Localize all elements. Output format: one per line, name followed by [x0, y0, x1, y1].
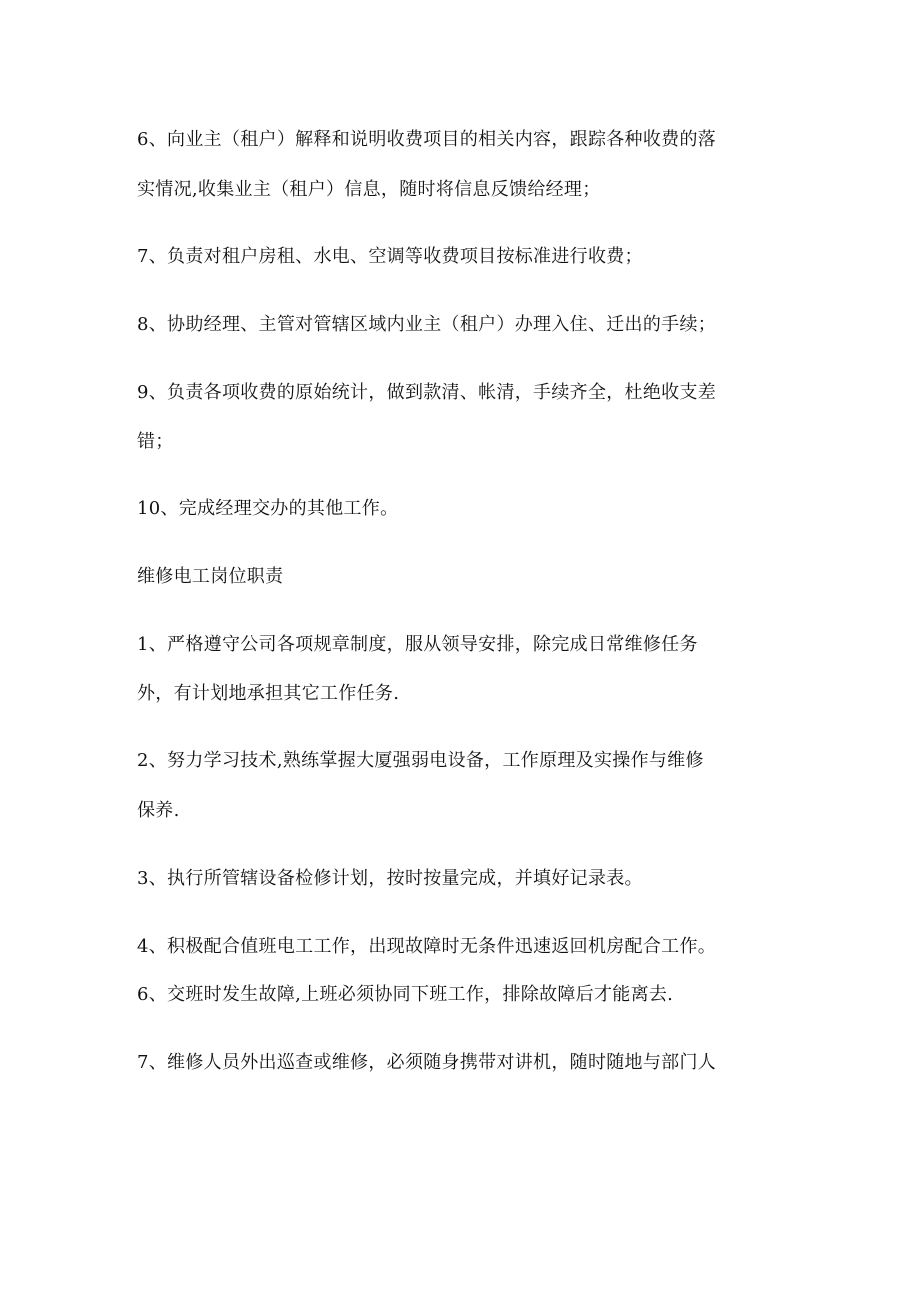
- elec-item-2-line-1: 2、努力学习技术,熟练掌握大厦强弱电设备，工作原理及实操作与维修: [137, 750, 704, 771]
- item-6-line-1: 6、向业主（租户）解释和说明收费项目的相关内容，跟踪各种收费的落: [137, 129, 717, 150]
- elec-item-1-line-2: 外，有计划地承担其它工作任务.: [137, 683, 400, 704]
- elec-item-1-line-1: 1、严格遵守公司各项规章制度，服从领导安排，除完成日常维修任务: [137, 634, 698, 655]
- item-7-line-1: 7、负责对租户房租、水电、空调等收费项目按标准进行收费；: [137, 246, 643, 267]
- elec-item-7-line-1: 7、维修人员外出巡查或维修，必须随身携带对讲机，随时随地与部门人: [137, 1052, 717, 1073]
- elec-item-3-line-1: 3、执行所管辖设备检修计划，按时按量完成，并填好记录表。: [137, 868, 643, 889]
- item-8-line-1: 8、协助经理、主管对管辖区域内业主（租户）办理入住、迁出的手续；: [137, 314, 717, 335]
- item-9-line-2: 错；: [137, 431, 174, 452]
- item-6-line-2: 实情况,收集业主（租户）信息，随时将信息反馈给经理；: [137, 179, 601, 200]
- item-10-line-1: 10、完成经理交办的其他工作。: [137, 498, 399, 519]
- elec-item-2-line-2: 保养.: [137, 800, 180, 821]
- elec-item-6-line-1: 6、交班时发生故障,上班必须协同下班工作，排除故障后才能离去.: [137, 984, 674, 1005]
- item-9-line-1: 9、负责各项收费的原始统计，做到款清、帐清，手续齐全，杜绝收支差: [137, 382, 717, 403]
- section-heading: 维修电工岗位职责: [137, 566, 284, 587]
- elec-item-4-line-1: 4、积极配合值班电工工作，出现故障时无条件迅速返回机房配合工作。: [137, 936, 717, 957]
